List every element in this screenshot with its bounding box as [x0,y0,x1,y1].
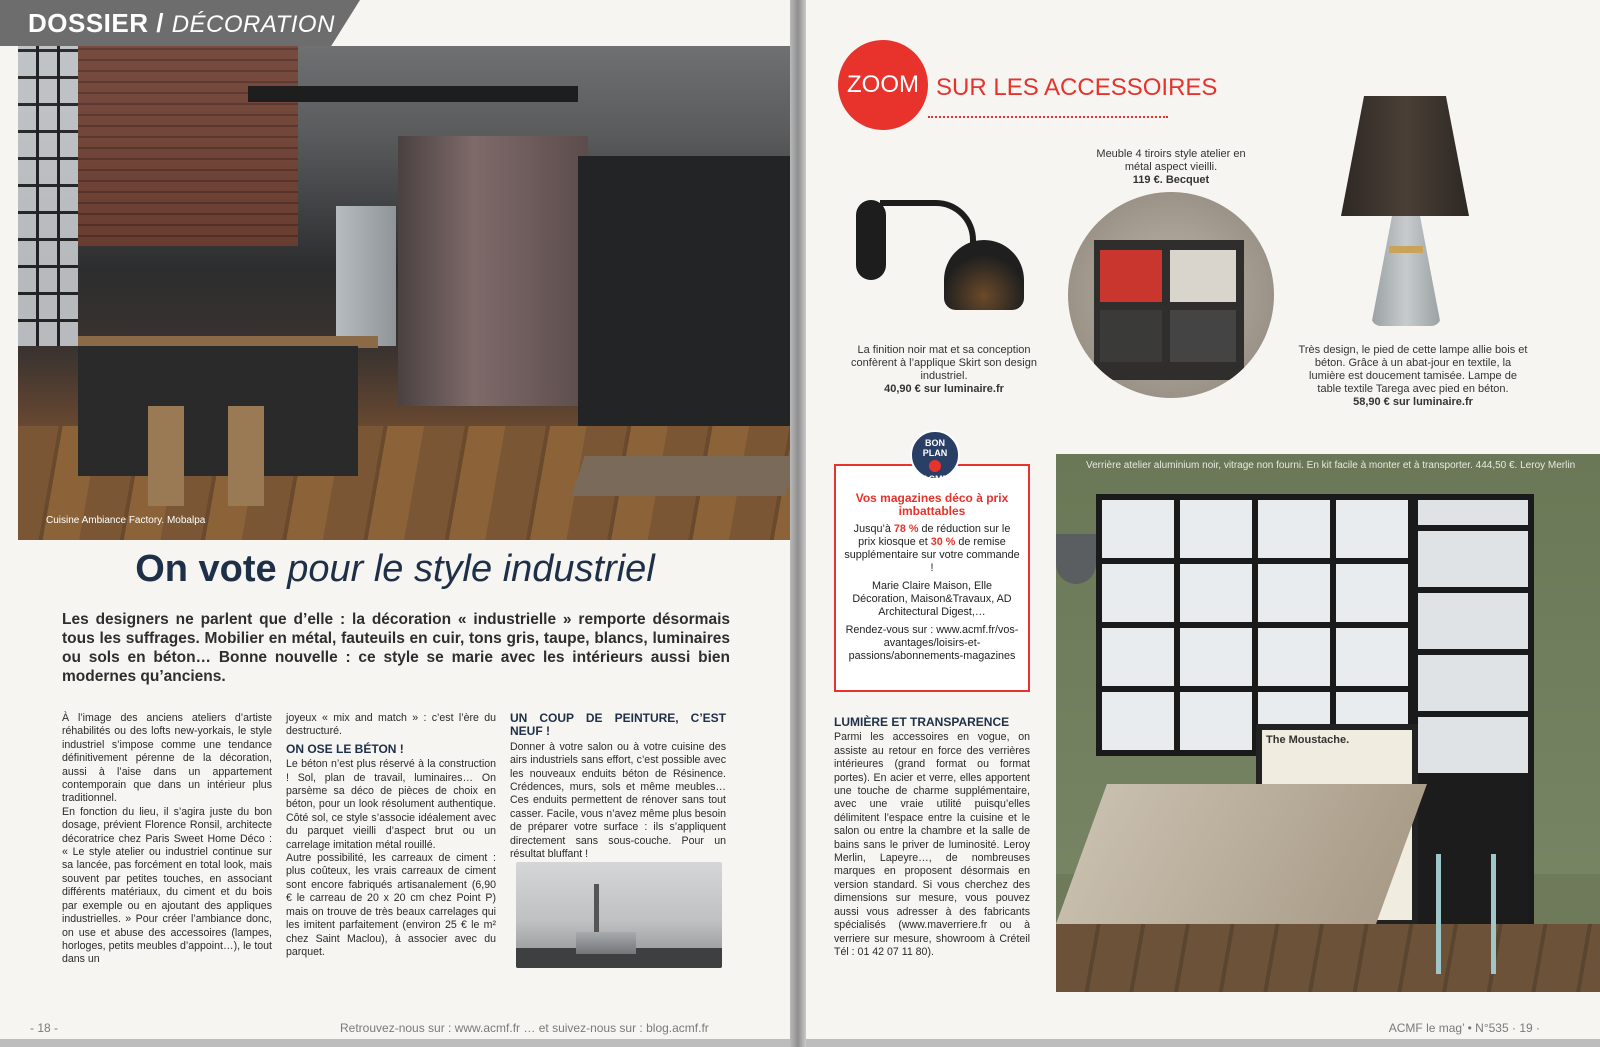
product-lampe [1296,344,1530,409]
footer-links: Retrouvez-nous sur : www.acmf.fr … et suivez-nous sur : blog.acmf.fr [340,1021,709,1035]
lumiere-section [834,716,1030,959]
product-price: 58,90 € sur luminaire.fr [1353,396,1473,408]
product-applique [846,344,1042,396]
zoom-badge: ZOOM [838,40,928,130]
dotted-divider [928,116,1168,118]
bon-plan-title: Vos magazines déco à prix imbattables [855,491,1009,518]
section-label: DOSSIER [28,8,149,38]
product-price: 119 €. Becquet [1132,174,1210,186]
section-sublabel: DÉCORATION [171,11,335,38]
page-number-left: - 18 - [30,1021,59,1035]
article-title [0,548,790,591]
photo-caption: Cuisine Ambiance Factory. Mobalpa [46,515,206,526]
verriere-photo [1056,454,1600,992]
photo-caption: Verrière atelier aluminium noir, vitrage non fourni. En kit facile à monter et à transporter. 444,50 €. Leroy Merlin [1086,460,1576,471]
footer-bar [0,1039,790,1047]
discount-30: 30 % [930,536,956,548]
left-page [0,0,790,1047]
drawer-cabinet-photo [1068,192,1274,398]
column-3 [510,712,726,861]
paragraph: Parmi les accessoires en vogue, on assiste au retour en force des verrières intérieures (grand format ou format portes). En acier et verre, elles apportent une touche de charme supplémentaire, avec une vraie utilité puisqu’elles délimitent l’espace entre la cuisine et le salon ou entre la chambre et la salle de bains sans le priver de luminosité. Leroy Merlin, Lapeyre…, de nombreuses marques en proposent désormais en version standard. Si vous cherchez des dimensions sur mesure, vous pouvez aussi vous adresser à des fabricants spécialisés (www.maverriere.fr ou à verriere sur mesure, showroom à Créteil Tél : 01 42 07 11 80). [834,731,1030,958]
bon-plan-link[interactable]: Rendez-vous sur : www.acmf.fr/vos-avantages/loisirs-et-passions/abonnements-magazines [845,624,1019,662]
table-lamp-photo [1331,96,1481,336]
subheading-peinture: UN COUP DE PEINTURE, C’EST NEUF ! [510,711,726,739]
right-page [806,0,1600,1047]
column-1 [62,712,272,967]
bon-plan-badge: BON PLAN ACMF [910,430,960,480]
bon-plan-box [834,464,1030,692]
subheading-lumiere: LUMIÈRE ET TRANSPARENCE [834,715,1010,729]
sink-photo [516,862,722,968]
section-header: DOSSIER / DÉCORATION [28,8,335,38]
poster-title: The Moustache. [1266,734,1350,746]
page-number-right: ACMF le mag’ • N°535 · 19 · [1388,1021,1540,1035]
product-description: Meuble 4 tiroirs style atelier en métal aspect vieilli. [1096,148,1246,173]
product-description: Très design, le pied de cette lampe allie bois et béton. Grâce à un abat-jour en textile, la lumière est doucement tamisée. Lampe de table textile Tarega avec pied en béton. [1298,344,1528,395]
bon-plan-offer: Jusqu’à 78 % de réduction sur le prix kiosque et 30 % de remise supplémentaire sur votre commande ! [844,523,1020,574]
product-price: 40,90 € sur luminaire.fr [884,383,1004,395]
footer-bar [806,1039,1600,1047]
paragraph: Autre possibilité, les carreaux de ciment : plus coûteux, les vrais carreaux de ciment sont encore fabriqués artisanalement (6,90 € le carreau de 20 x 20 cm chez Point P) mais on trouve de très beaux carrelages qui les imitent parfaitement (environ 25 € le m² chez Saint Maclou), à associer avec du parquet. [286,852,496,958]
hero-kitchen-photo [18,46,790,540]
wall-lamp-photo [856,180,1016,320]
title-bold: On vote [135,548,277,590]
acmf-logo-icon [929,460,941,472]
zoom-title: SUR LES ACCESSOIRES [936,74,1218,101]
spine-gutter [790,0,806,1047]
paragraph: À l’image des anciens ateliers d’artiste réhabilités ou des lofts new-yorkais, le style industriel s’impose comme une tendance définitivement pérenne de la décoration, aussi à l’aise dans un appartement contemporain que dans un intérieur plus traditionnel. [62,712,272,805]
subheading-beton: ON OSE LE BÉTON ! [286,741,404,756]
bon-plan-magazines: Marie Claire Maison, Elle Décoration, Maison&Travaux, AD Architectural Digest,… [852,580,1012,618]
paragraph: joyeux « mix and match » : c’est l’ère du destructuré. [286,712,496,738]
paragraph: En fonction du lieu, il s’agira juste du bon dosage, prévient Florence Ronsil, architecte décoratrice chez Paris Sweet Home Déco : « Le style atelier ou industriel continue sur sa lancée, pas forcément en total look, mais souvent par petites touches, en associant différents matériaux, du ciment et du bois par exemple ou en ajoutant des appliques industrielles. » Pour créer l’ambiance donc, on use et abuse des accessoires (lampes, horloges, petits meubles d’appoint…), le tout dans un [62,805,272,966]
paragraph: Donner à votre salon ou à votre cuisine des airs industriels sans effort, c’est possible avec les nouveaux enduits béton de Résinence. Crédences, murs, sols et même meubles… Ces enduits permettent de rénover sans tout casser. Facile, vous n’avez même plus besoin de préparer votre surface : ils s’appliquent directement sans sous-couche. Pour un résultat bluffant ! [510,740,726,861]
discount-78: 78 % [893,523,919,535]
article-lead: Les designers ne parlent que d’elle : la décoration « industrielle » remporte désormais tous les suffrages. Mobilier en métal, fauteuils en cuir, tons gris, taupe, blancs, luminaires ou sols en béton… Bonne nouvelle : ce style se marie avec les intérieurs aussi bien modernes qu’anciens. [62,611,730,685]
product-meuble [1096,148,1246,187]
product-description: La finition noir mat et sa conception confèrent à l’applique Skirt son design industriel. [851,344,1037,382]
title-italic: pour le style industriel [287,548,655,590]
paragraph: Le béton n’est plus réservé à la construction ! Sol, plan de travail, luminaires… On parsème sa déco de pièces de choix en béton, pour un look résolument authentique. Côté sol, ce style s’associe idéalement avec du parquet vieilli d’aspect brut ou un carrelage imitation métal rouillé. [286,758,496,851]
column-2 [286,712,496,959]
